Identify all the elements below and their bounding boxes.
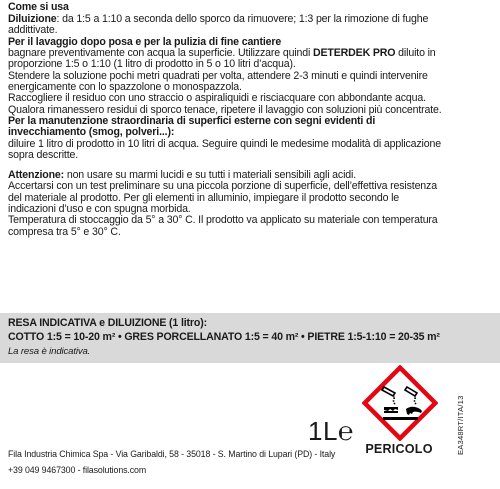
extraordinary-line-1: diluire 1 litro di prodotto in 10 litri di acqua. Seguire quindi le medesime modalità di applicazione	[8, 137, 441, 150]
usage-heading: Come si usa	[8, 1, 69, 13]
test-line-3: indicazioni d’uso e con spugna morbida.	[8, 203, 191, 215]
temperature-line-1: Temperatura di stoccaggio da 5° a 30° C. Il prodotto va applicato su materiale con temperatura	[8, 214, 438, 226]
dilution-line-2: addittivate.	[8, 24, 58, 36]
coverage-box	[0, 313, 500, 363]
post-install-line-3: Stendere la soluzione pochi metri quadrati per volta, attendere 2-3 minuti e quindi intervenire	[8, 69, 428, 82]
dilution-line-1	[8, 14, 492, 25]
extraordinary-heading-2: invecchiamento (smog, polveri...):	[8, 126, 175, 138]
coverage-title: RESA INDICATIVA e DILUIZIONE (1 litro):	[8, 317, 207, 329]
post-install-line-5: Raccogliere il residuo con uno straccio o aspiraliquidi e risciacquare con abbondante acqua.	[8, 92, 426, 104]
dilution-label: Diluizione	[8, 13, 57, 25]
coverage-values: COTTO 1:5 = 10-20 m² • GRES PORCELLANATO 1:5 = 40 m² • PIETRE 1:5-1:10 = 20-35 m²	[8, 331, 440, 343]
company-contact: +39 049 9467300 - filasolutions.com	[8, 465, 147, 475]
test-line-1: Accertarsi con un test preliminare su una piccola porzione di superficie, dell’effettiva resistenza	[8, 180, 437, 192]
signal-word: PERICOLO	[365, 442, 433, 456]
dilution-text: : da 1:5 a 1:10 a seconda dello sporco da rimuovere; 1:3 per la rimozione di fughe	[56, 13, 429, 25]
temperature-line-2: compresa tra 5° e 30° C.	[8, 225, 121, 238]
post-install-line-6: Qualora rimanessero residui di sporco tenace, ripetere il lavaggio con soluzioni più concentrate.	[8, 103, 442, 116]
post-install-text-b: diluito in	[395, 47, 436, 59]
label-code: EA348RT/ITA/13	[456, 395, 465, 455]
warning-text: non usare su marmi lucidi e su tutti i materiali sensibili agli acidi.	[64, 168, 357, 181]
extraordinary-line-2: sopra descritte.	[8, 149, 79, 161]
coverage-note: La resa è indicativa.	[8, 346, 91, 357]
post-install-heading: Per il lavaggio dopo posa e per la pulizia di fine cantiere	[8, 35, 282, 48]
post-install-text-a: bagnare preventivamente con acqua la superficie. Utilizzare quindi	[8, 47, 314, 59]
warning-label: Attenzione:	[8, 168, 65, 181]
ghs05-corrosive-icon	[362, 365, 438, 441]
post-install-line-2: proporzione 1:5 o 1:10 (1 litro di prodotto in 5 o 10 litri d’acqua).	[8, 58, 296, 70]
test-line-2: del materiale al prodotto. Per gli elementi in alluminio, impiegare il prodotto secondo le	[8, 191, 400, 204]
volume-mark: 1L℮	[308, 416, 355, 446]
post-install-line-4: energicamente con lo spazzolone o monospazzola.	[8, 81, 242, 93]
extraordinary-heading-1: Per la manutenzione straordinaria di superfici esterne con segni evidenti di	[8, 115, 376, 127]
product-name: DETERDEK PRO	[313, 47, 396, 59]
company-address: Fila Industria Chimica Spa - Via Garibaldi, 58 - 35018 - S. Martino di Lupari (PD) - Italy	[8, 449, 336, 459]
